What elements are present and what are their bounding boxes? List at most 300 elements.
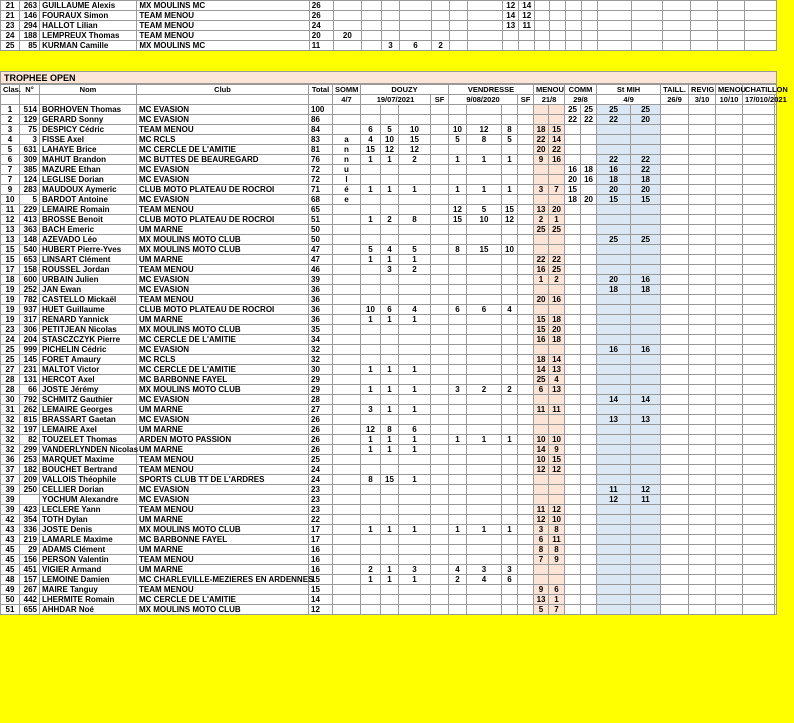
empty-cell [743, 375, 775, 385]
comm-cell [581, 125, 597, 135]
douzy-cell: 6 [399, 425, 431, 435]
vendresse-cell: 5 [467, 205, 502, 215]
comm-cell [581, 515, 597, 525]
menou-cell: 8 [549, 545, 565, 555]
empty-cell [689, 435, 716, 445]
total-cell: 11 [309, 41, 333, 51]
menou-cell: 22 [549, 145, 565, 155]
douzy-cell: 1 [381, 155, 399, 165]
empty-cell [775, 335, 777, 345]
name-cell: ROUSSEL Jordan [40, 265, 137, 275]
header-menou: MENOU [534, 85, 565, 95]
stmih-cell [597, 315, 631, 325]
table-row [1, 205, 777, 215]
douzy-cell: 1 [361, 435, 381, 445]
vendresse-cell [467, 335, 502, 345]
empty-cell [716, 445, 743, 455]
empty-cell [431, 445, 449, 455]
club-cell: MX MOULINS MOTO CLUB [137, 385, 309, 395]
empty-cell [518, 175, 534, 185]
total-cell: 26 [309, 435, 333, 445]
rank-cell: 19 [1, 295, 20, 305]
vendresse-cell [502, 165, 518, 175]
empty-cell [775, 545, 777, 555]
empty-cell [775, 115, 777, 125]
rank-cell: 24 [1, 335, 20, 345]
empty-cell [717, 41, 744, 51]
empty-cell [690, 41, 717, 51]
vendresse-cell [449, 255, 467, 265]
points-cell: 14 [519, 1, 535, 11]
douzy-cell: 3 [361, 405, 381, 415]
points-cell [381, 1, 399, 11]
empty-cell [661, 125, 689, 135]
comm-cell [581, 365, 597, 375]
number-cell: 423 [20, 505, 40, 515]
table-row [1, 215, 777, 225]
empty-cell [632, 1, 662, 11]
douzy-cell [361, 115, 381, 125]
menou-cell: 9 [534, 155, 549, 165]
somm-cell [333, 345, 361, 355]
comm-cell [581, 325, 597, 335]
empty-cell [550, 41, 566, 51]
empty-cell [743, 275, 775, 285]
table-row [1, 105, 777, 115]
name-cell: LEMAIRE Axel [40, 425, 137, 435]
empty-cell [689, 195, 716, 205]
empty-cell [431, 375, 449, 385]
vendresse-cell [467, 465, 502, 475]
empty-cell [518, 375, 534, 385]
vendresse-cell [502, 465, 518, 475]
rank-cell: 15 [1, 245, 20, 255]
douzy-cell [361, 465, 381, 475]
empty-cell [716, 365, 743, 375]
menou-cell: 11 [549, 535, 565, 545]
rank-cell: 12 [1, 215, 20, 225]
number-cell: 188 [20, 31, 40, 41]
table-row [1, 525, 777, 535]
vendresse-cell: 6 [449, 305, 467, 315]
total-cell: 16 [309, 545, 333, 555]
empty-cell [431, 125, 449, 135]
comm-cell [581, 205, 597, 215]
comm-cell [581, 565, 597, 575]
douzy-cell: 1 [361, 445, 381, 455]
empty-cell [716, 595, 743, 605]
douzy-cell [361, 265, 381, 275]
comm-cell [581, 425, 597, 435]
vendresse-cell [502, 365, 518, 375]
vendresse-cell [449, 165, 467, 175]
empty-cell [689, 545, 716, 555]
menou-cell: 14 [534, 365, 549, 375]
total-cell: 36 [309, 285, 333, 295]
empty-cell [743, 295, 775, 305]
number-cell: 600 [20, 275, 40, 285]
empty-cell [689, 395, 716, 405]
vendresse-cell: 1 [467, 525, 502, 535]
empty-cell [661, 355, 689, 365]
somm-cell: a [333, 135, 361, 145]
empty-cell [431, 605, 449, 615]
empty-cell [689, 525, 716, 535]
empty-cell [518, 525, 534, 535]
stmih-cell [631, 465, 661, 475]
empty-cell [661, 585, 689, 595]
empty-cell [632, 21, 662, 31]
empty-cell [662, 11, 690, 21]
club-cell: CLUB MOTO PLATEAU DE ROCROI [137, 185, 309, 195]
empty-cell [431, 455, 449, 465]
number-cell: 263 [20, 1, 40, 11]
vendresse-cell [449, 445, 467, 455]
number-cell: 5 [20, 195, 40, 205]
total-cell: 71 [309, 185, 333, 195]
comm-cell [581, 475, 597, 485]
somm-cell [333, 515, 361, 525]
douzy-cell: 12 [399, 145, 431, 155]
empty-cell [431, 185, 449, 195]
total-cell: 26 [309, 11, 333, 21]
empty-cell [518, 515, 534, 525]
vendresse-cell: 3 [449, 385, 467, 395]
club-cell: CLUB MOTO PLATEAU DE ROCROI [137, 305, 309, 315]
empty-cell [716, 495, 743, 505]
rank-cell: 19 [1, 305, 20, 315]
empty-cell [662, 41, 690, 51]
comm-cell [581, 215, 597, 225]
vendresse-cell [449, 375, 467, 385]
douzy-cell [399, 175, 431, 185]
number-cell: 385 [20, 165, 40, 175]
douzy-cell [361, 375, 381, 385]
empty-cell [689, 175, 716, 185]
stmih-cell [597, 425, 631, 435]
stmih-cell [597, 265, 631, 275]
empty-cell [518, 565, 534, 575]
empty-cell [468, 11, 503, 21]
empty-cell [716, 405, 743, 415]
douzy-cell: 4 [381, 245, 399, 255]
total-cell: 15 [309, 585, 333, 595]
empty-cell [689, 215, 716, 225]
number-cell: 354 [20, 515, 40, 525]
number-cell: 204 [20, 335, 40, 345]
stmih-cell [597, 295, 631, 305]
somm-cell [333, 285, 361, 295]
empty-cell [661, 525, 689, 535]
vendresse-cell: 10 [502, 245, 518, 255]
douzy-cell: 3 [399, 565, 431, 575]
empty-cell [689, 475, 716, 485]
menou-cell [534, 345, 549, 355]
stmih-cell [597, 585, 631, 595]
vendresse-cell [449, 335, 467, 345]
empty-cell [535, 21, 550, 31]
somm-cell [333, 115, 361, 125]
number-cell [20, 495, 40, 505]
table-row [1, 335, 777, 345]
comm-cell [581, 275, 597, 285]
comm-cell [581, 535, 597, 545]
stmih-cell [597, 555, 631, 565]
rank-cell: 17 [1, 265, 20, 275]
empty-cell [598, 41, 632, 51]
number-cell: 82 [20, 435, 40, 445]
somm-cell [333, 245, 361, 255]
comm-cell [565, 535, 581, 545]
douzy-cell [361, 205, 381, 215]
douzy-cell [361, 195, 381, 205]
vendresse-cell [449, 115, 467, 125]
stmih-cell [597, 595, 631, 605]
douzy-cell: 1 [381, 405, 399, 415]
menou-cell [549, 425, 565, 435]
vendresse-cell [467, 195, 502, 205]
header-clas: Clas. [1, 85, 20, 95]
club-cell: MC BUTTES DE BEAUREGARD [137, 155, 309, 165]
empty-cell [775, 125, 777, 135]
number-cell: 653 [20, 255, 40, 265]
rank-cell: 28 [1, 385, 20, 395]
somm-cell [333, 335, 361, 345]
empty-cell [743, 415, 775, 425]
somm-cell [333, 395, 361, 405]
number-cell: 85 [20, 41, 40, 51]
empty-cell [518, 605, 534, 615]
comm-cell [565, 205, 581, 215]
stmih-cell: 20 [597, 185, 631, 195]
empty-cell [743, 265, 775, 275]
douzy-cell [399, 605, 431, 615]
somm-cell: u [333, 165, 361, 175]
empty-cell [431, 425, 449, 435]
stmih-cell [631, 585, 661, 595]
comm-cell [565, 275, 581, 285]
rank-cell: 32 [1, 415, 20, 425]
vendresse-cell [467, 425, 502, 435]
stmih-cell [597, 455, 631, 465]
menou-cell: 12 [549, 465, 565, 475]
name-cell: AZEVADO Léo [40, 235, 137, 245]
empty-cell [450, 31, 468, 41]
vendresse-cell [502, 425, 518, 435]
club-cell: MC BARBONNE FAYEL [137, 375, 309, 385]
table-row [1, 395, 777, 405]
table-row [1, 265, 777, 275]
points-cell [399, 21, 431, 31]
douzy-cell: 4 [399, 305, 431, 315]
empty-cell [661, 605, 689, 615]
menou-cell: 1 [549, 595, 565, 605]
comm-cell [565, 575, 581, 585]
rank-cell: 51 [1, 605, 20, 615]
empty-cell [743, 215, 775, 225]
empty-cell [431, 515, 449, 525]
empty-cell [743, 345, 775, 355]
comm-cell: 20 [581, 195, 597, 205]
empty-cell [661, 535, 689, 545]
empty-cell [743, 605, 775, 615]
empty-cell [431, 225, 449, 235]
vendresse-cell [502, 275, 518, 285]
douzy-cell: 12 [361, 425, 381, 435]
empty-cell [775, 375, 777, 385]
vendresse-cell [467, 345, 502, 355]
vendresse-cell [449, 455, 467, 465]
douzy-cell: 2 [399, 265, 431, 275]
empty-cell [535, 41, 550, 51]
menou-cell [549, 395, 565, 405]
empty-cell [361, 1, 381, 11]
vendresse-cell [467, 495, 502, 505]
vendresse-cell [449, 315, 467, 325]
club-cell: TEAM MENOU [137, 295, 309, 305]
douzy-cell [399, 495, 431, 505]
vendresse-cell [502, 495, 518, 505]
douzy-cell: 8 [361, 475, 381, 485]
rank-cell: 11 [1, 205, 20, 215]
stmih-cell [597, 465, 631, 475]
empty-cell [716, 415, 743, 425]
menou-cell [534, 475, 549, 485]
empty-cell [689, 405, 716, 415]
club-cell: UM MARNE [137, 565, 309, 575]
menou-cell [534, 115, 549, 125]
stmih-cell [631, 435, 661, 445]
vendresse-cell [467, 275, 502, 285]
empty-cell [431, 295, 449, 305]
vendresse-cell [502, 115, 518, 125]
rank-cell: 39 [1, 495, 20, 505]
menou-cell: 14 [549, 355, 565, 365]
comm-cell [581, 375, 597, 385]
empty-cell [661, 445, 689, 455]
comm-cell [581, 335, 597, 345]
table-row [1, 375, 777, 385]
club-cell: MC RCLS [137, 355, 309, 365]
empty-cell [431, 555, 449, 565]
somm-cell [333, 555, 361, 565]
empty-cell [743, 465, 775, 475]
table-row [1, 305, 777, 315]
stmih-cell [631, 365, 661, 375]
club-cell: UM MARNE [137, 445, 309, 455]
stmih-cell [597, 525, 631, 535]
comm-cell [581, 315, 597, 325]
rank-cell: 21 [1, 11, 20, 21]
menou-cell: 7 [549, 185, 565, 195]
rank-cell: 19 [1, 285, 20, 295]
empty-cell [743, 105, 775, 115]
empty-cell [431, 565, 449, 575]
vendresse-cell [449, 555, 467, 565]
table-row [1, 405, 777, 415]
table-row [1, 475, 777, 485]
empty-cell [743, 405, 775, 415]
empty-cell [689, 445, 716, 455]
vendresse-cell [502, 375, 518, 385]
vendresse-cell [467, 265, 502, 275]
total-cell: 26 [309, 415, 333, 425]
header-row [1, 95, 777, 105]
menou-cell: 11 [549, 405, 565, 415]
empty-cell [689, 465, 716, 475]
empty-cell [775, 225, 777, 235]
empty-cell [661, 395, 689, 405]
stmih-cell [631, 445, 661, 455]
vendresse-cell [449, 225, 467, 235]
table-row [1, 545, 777, 555]
menou-cell [549, 175, 565, 185]
stmih-cell: 25 [597, 235, 631, 245]
douzy-cell [381, 165, 399, 175]
menou-cell: 10 [534, 435, 549, 445]
vendresse-cell [502, 315, 518, 325]
header-sf: SF [518, 95, 534, 105]
douzy-cell: 2 [399, 155, 431, 165]
menou-cell: 14 [534, 445, 549, 455]
number-cell: 782 [20, 295, 40, 305]
name-cell: MAHUT Brandon [40, 155, 137, 165]
vendresse-cell [502, 605, 518, 615]
vendresse-cell [449, 605, 467, 615]
stmih-cell [631, 515, 661, 525]
vendresse-cell [502, 255, 518, 265]
menou-cell: 12 [534, 515, 549, 525]
menou-cell: 8 [534, 545, 549, 555]
points-cell [333, 41, 361, 51]
douzy-cell [399, 545, 431, 555]
stmih-cell: 16 [597, 345, 631, 355]
table-row [1, 41, 777, 51]
empty-cell [775, 245, 777, 255]
stmih-cell: 15 [597, 195, 631, 205]
header-date: 4/7 [333, 95, 361, 105]
comm-cell [581, 265, 597, 275]
points-cell: 12 [503, 1, 519, 11]
table-row [1, 605, 777, 615]
number-cell: 131 [20, 375, 40, 385]
comm-cell [565, 155, 581, 165]
empty-cell [775, 265, 777, 275]
rank-cell: 3 [1, 125, 20, 135]
douzy-cell [361, 165, 381, 175]
number-cell: 229 [20, 205, 40, 215]
empty-cell [661, 155, 689, 165]
empty-cell [661, 265, 689, 275]
vendresse-cell [449, 545, 467, 555]
vendresse-cell: 1 [502, 185, 518, 195]
douzy-cell: 1 [399, 475, 431, 485]
empty-cell [518, 325, 534, 335]
douzy-cell: 1 [399, 255, 431, 265]
header-num: N° [20, 85, 40, 95]
comm-cell [565, 475, 581, 485]
stmih-cell: 22 [631, 155, 661, 165]
empty-cell [518, 575, 534, 585]
somm-cell [333, 525, 361, 535]
empty-cell [661, 485, 689, 495]
vendresse-cell [449, 105, 467, 115]
douzy-cell [381, 115, 399, 125]
empty-cell [716, 335, 743, 345]
club-cell: MC BARBONNE FAYEL [137, 535, 309, 545]
rank-cell: 2 [1, 115, 20, 125]
empty-cell [716, 235, 743, 245]
